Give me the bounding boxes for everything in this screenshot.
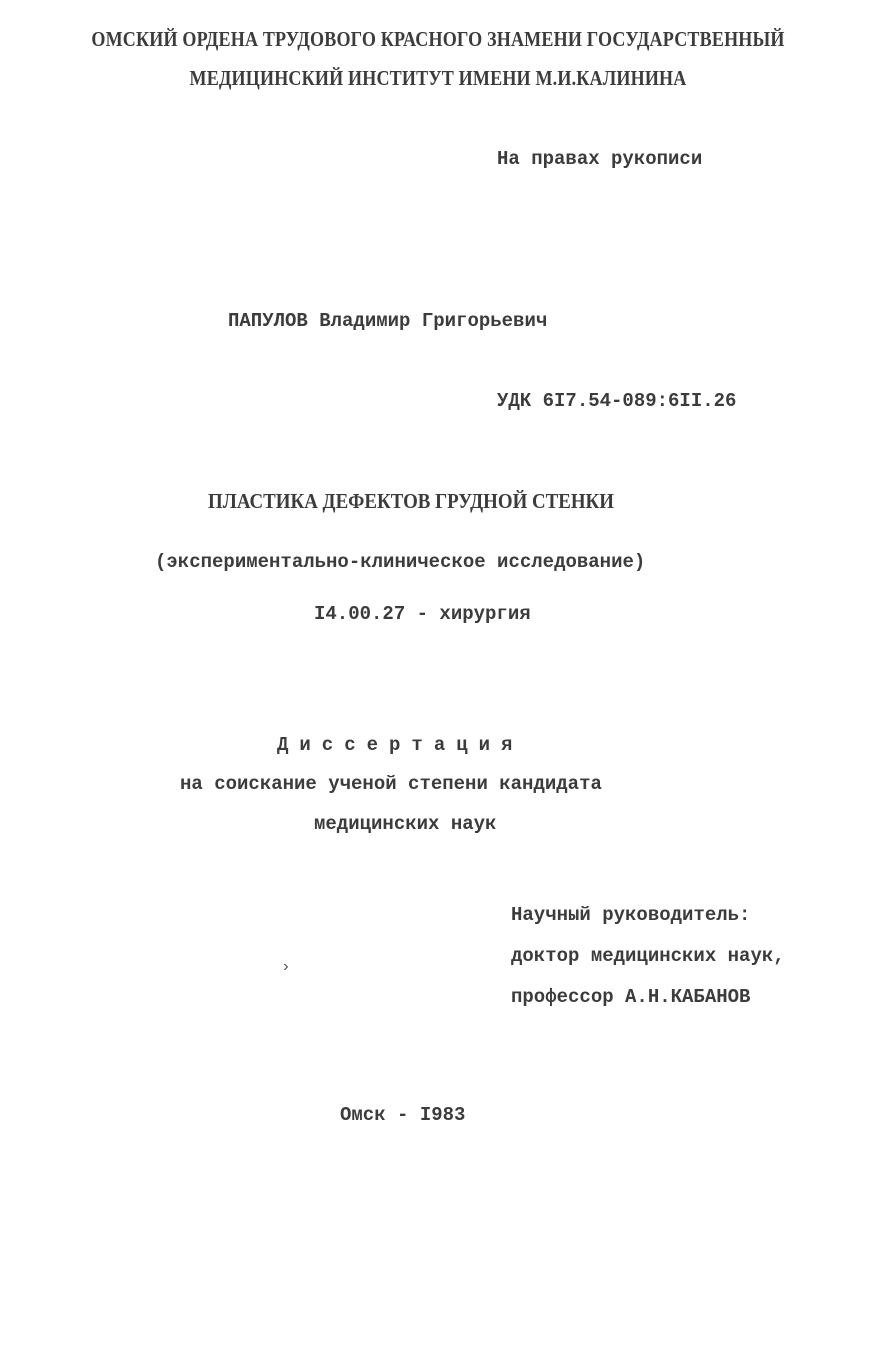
supervisor-name: профессор А.Н.КАБАНОВ	[511, 986, 751, 1008]
dissertation-title: ПЛАСТИКА ДЕФЕКТОВ ГРУДНОЙ СТЕНКИ	[208, 489, 614, 513]
dissertation-subtitle: (экспериментально-клиническое исследование)	[155, 551, 646, 573]
place-and-year: Омск - I983	[340, 1104, 466, 1126]
supervisor-degree: доктор медицинских наук,	[511, 945, 785, 967]
institute-name-line1: ОМСКИЙ ОРДЕНА ТРУДОВОГО КРАСНОГО ЗНАМЕНИ ГОСУДАРСТВЕННЫЙ	[91, 27, 785, 51]
institute-name-line2: МЕДИЦИНСКИЙ ИНСТИТУТ ИМЕНИ М.И.КАЛИНИНА	[189, 66, 687, 90]
stray-mark: ›	[281, 958, 291, 976]
degree-line1: на соискание ученой степени кандидата	[180, 773, 602, 795]
supervisor-label: Научный руководитель:	[511, 904, 751, 926]
udc-code: УДК 6I7.54-089:6II.26	[497, 390, 737, 412]
dissertation-heading: Диссертация	[277, 734, 524, 756]
degree-line2: медицинских наук	[314, 813, 497, 835]
manuscript-rights-note: На правах рукописи	[497, 148, 703, 170]
specialty-code: I4.00.27 - хирургия	[314, 603, 531, 625]
author-name: ПАПУЛОВ Владимир Григорьевич	[228, 310, 548, 332]
